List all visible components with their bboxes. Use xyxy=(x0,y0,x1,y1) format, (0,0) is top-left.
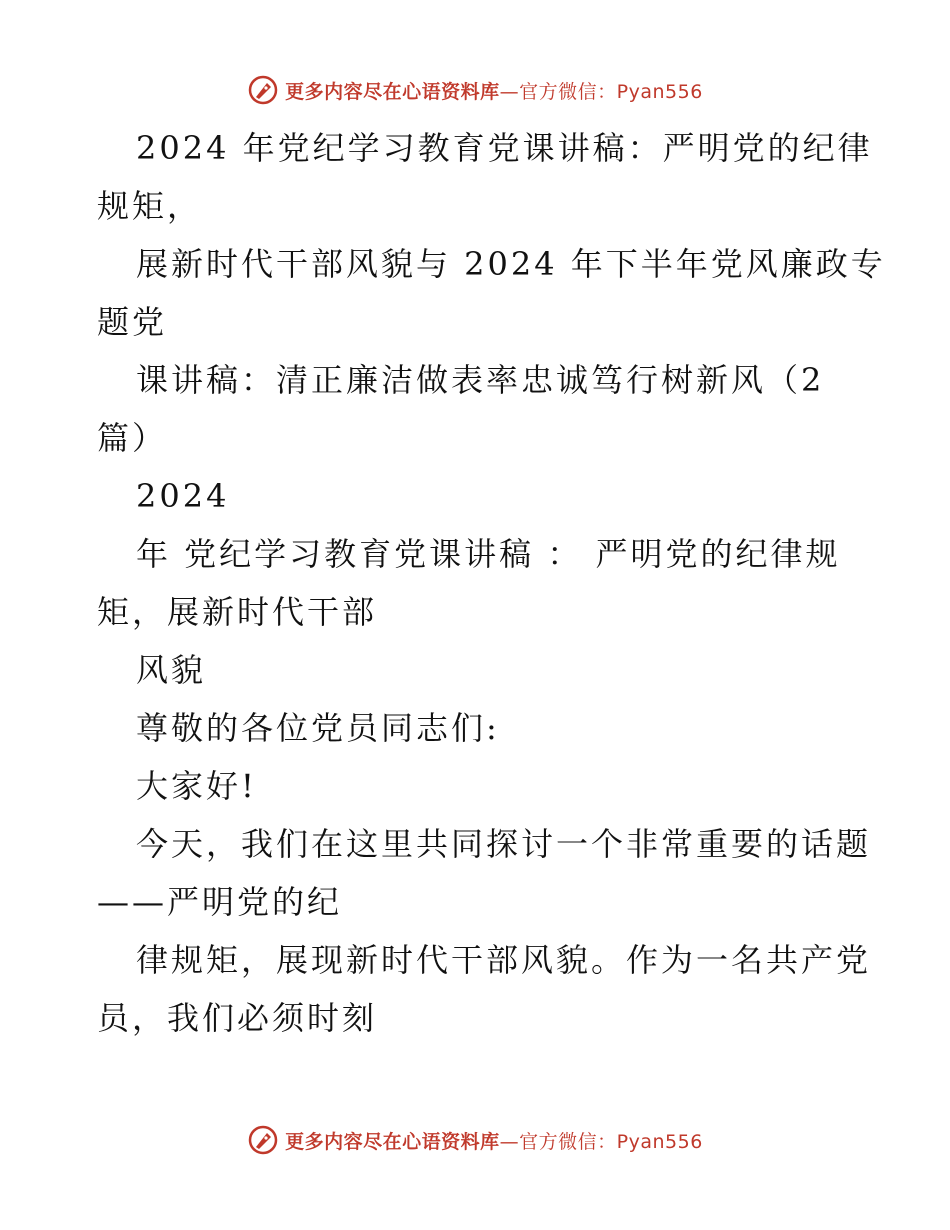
watermark-text xyxy=(285,1127,703,1154)
salutation: 尊敬的各位党员同志们: xyxy=(136,709,500,747)
section-title-line-2: 矩，展新时代干部 xyxy=(97,593,378,631)
paragraph-line-1: 今天，我们在这里共同探讨一个非常重要的话题 xyxy=(136,825,872,863)
pen-nib-logo-icon xyxy=(247,1124,279,1156)
greeting: 大家好! xyxy=(136,767,257,805)
watermark-separator: — xyxy=(499,1130,520,1153)
paragraph-line-3: 律规矩，展现新时代干部风貌。作为一名共产党 xyxy=(136,941,872,979)
title-line-1: 2024 年党纪学习教育党课讲稿：严明党的纪律 xyxy=(136,129,873,167)
section-title-line-3: 风貌 xyxy=(136,651,207,689)
header-watermark xyxy=(0,70,950,110)
watermark-contact: 官方微信：Pyan556 xyxy=(519,1130,703,1153)
footer-watermark xyxy=(0,1120,950,1160)
watermark-brand: 更多内容尽在心语资料库 xyxy=(285,1130,500,1153)
pen-nib-logo-icon xyxy=(247,74,279,106)
paragraph-line-4: 员，我们必须时刻 xyxy=(97,999,378,1037)
title-line-3: 展新时代干部风貌与 2024 年下半年党风廉政专 xyxy=(136,245,886,283)
title-line-6: 篇） xyxy=(97,419,168,457)
watermark-separator: — xyxy=(499,80,520,103)
title-line-2: 规矩， xyxy=(97,187,203,225)
watermark-contact: 官方微信：Pyan556 xyxy=(519,80,703,103)
watermark-brand: 更多内容尽在心语资料库 xyxy=(285,80,500,103)
watermark-text xyxy=(285,77,703,104)
section-year: 2024 xyxy=(136,477,230,515)
paragraph-line-2: ——严明党的纪 xyxy=(97,883,343,921)
section-title-line-1: 年 党纪学习教育党课讲稿 ： 严明党的纪律规 xyxy=(136,535,841,573)
title-line-4: 题党 xyxy=(97,303,168,341)
title-line-5: 课讲稿：清正廉洁做表率忠诚笃行树新风（2 xyxy=(136,361,825,399)
